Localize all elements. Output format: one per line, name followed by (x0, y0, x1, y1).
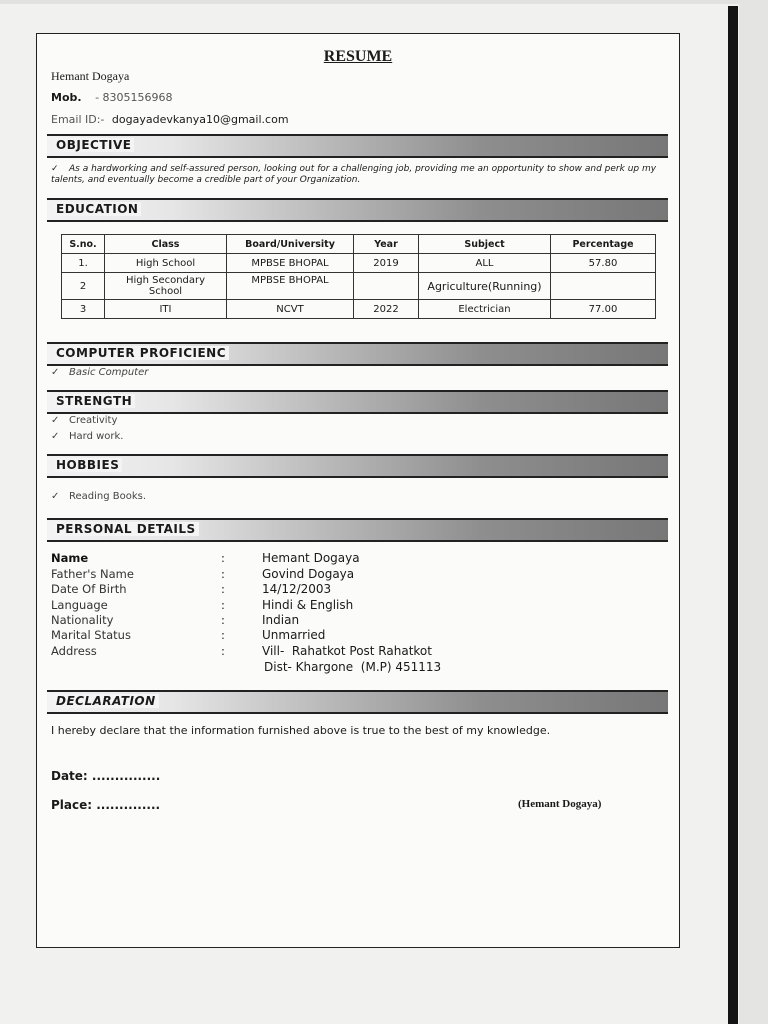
table-row (62, 254, 656, 273)
section-declaration-title: DECLARATION (53, 694, 159, 708)
section-declaration (47, 690, 668, 714)
cell-sno: 2 (62, 273, 105, 300)
pd-label-name: Name (51, 551, 89, 565)
th-percentage: Percentage (551, 235, 656, 254)
section-computer (47, 342, 668, 366)
hobbies-item (51, 491, 146, 502)
scan-right-edge (728, 6, 738, 1024)
th-year: Year (354, 235, 419, 254)
section-education-title: EDUCATION (53, 202, 141, 216)
declaration-text: I hereby declare that the information furnished above is true to the best of my knowledge. (51, 724, 551, 737)
cell-subject: Agriculture(Running) (419, 273, 551, 300)
signature-name: (Hemant Dogaya) (518, 798, 602, 810)
resume-page (36, 33, 680, 948)
scan-top-edge (0, 0, 768, 4)
place-field: Place: .............. (51, 798, 161, 812)
email-value: dogayadevkanya10@gmail.com (111, 113, 289, 126)
pd-label-father: Father's Name (51, 567, 134, 581)
mobile-line (51, 91, 173, 104)
pd-label-nationality: Nationality (51, 613, 114, 627)
strength-item-text: Hard work. (69, 431, 124, 442)
candidate-name: Hemant Dogaya (51, 69, 130, 83)
th-class: Class (105, 235, 227, 254)
th-sno: S.no. (62, 235, 105, 254)
pd-value-father: Govind Dogaya (262, 567, 355, 581)
hobbies-item-text: Reading Books. (69, 491, 147, 502)
cell-board: MPBSE BHOPAL (227, 273, 354, 300)
section-computer-title: COMPUTER PROFICIENC (53, 346, 229, 360)
email-line (51, 113, 289, 126)
pd-value-marital: Unmarried (262, 628, 326, 642)
resume-title-text: RESUME (323, 48, 393, 65)
check-icon: ✓ (51, 431, 60, 442)
strength-item (51, 431, 124, 442)
objective-text (51, 164, 671, 186)
table-header-row (62, 235, 656, 254)
pd-colon: : (221, 567, 225, 581)
cell-percentage: 77.00 (551, 300, 656, 319)
cell-year: 2019 (354, 254, 419, 273)
section-personal (47, 518, 668, 542)
strength-item (51, 415, 117, 426)
pd-label-language: Language (51, 598, 108, 612)
cell-board: NCVT (227, 300, 354, 319)
section-hobbies (47, 454, 668, 478)
objective-text-content: As a hardworking and self-assured person, looking out for a challenging job, providing me an opportunity to show and perk up my talents, and eventually become a credible part of your Organization. (51, 164, 657, 185)
email-label: Email ID:- (51, 113, 105, 126)
table-row (62, 300, 656, 319)
section-education (47, 198, 668, 222)
pd-value-address-line2: Dist- Khargone (M.P) 451113 (264, 660, 442, 674)
pd-value-address: Vill- Rahatkot Post Rahatkot (262, 644, 432, 658)
check-icon: ✓ (51, 491, 60, 502)
section-hobbies-title: HOBBIES (53, 458, 122, 472)
pd-value-dob: 14/12/2003 (262, 582, 332, 596)
mobile-value: - 8305156968 (95, 91, 173, 104)
mobile-label: Mob. (51, 91, 82, 104)
cell-class: High School (105, 254, 227, 273)
pd-label-marital: Marital Status (51, 628, 131, 642)
pd-colon: : (221, 551, 225, 565)
pd-colon: : (221, 628, 225, 642)
pd-colon: : (221, 582, 225, 596)
section-objective (47, 134, 668, 158)
check-icon: ✓ (51, 367, 60, 378)
pd-colon: : (221, 644, 225, 658)
th-subject: Subject (419, 235, 551, 254)
strength-item-text: Creativity (69, 415, 118, 426)
cell-percentage (551, 273, 656, 300)
section-personal-title: PERSONAL DETAILS (53, 522, 199, 536)
table-row (62, 273, 656, 300)
cell-year (354, 273, 419, 300)
cell-class: High Secondary School (105, 273, 227, 300)
section-strength (47, 390, 668, 414)
cell-board: MPBSE BHOPAL (227, 254, 354, 273)
cell-year: 2022 (354, 300, 419, 319)
date-field: Date: ............... (51, 769, 161, 783)
pd-label-dob: Date Of Birth (51, 582, 127, 596)
scan-right-margin (739, 0, 768, 1024)
section-objective-title: OBJECTIVE (53, 138, 134, 152)
check-icon: ✓ (51, 415, 60, 426)
pd-value-language: Hindi & English (262, 598, 354, 612)
resume-title (37, 48, 679, 66)
cell-subject: ALL (419, 254, 551, 273)
pd-value-nationality: Indian (262, 613, 300, 627)
cell-percentage: 57.80 (551, 254, 656, 273)
computer-item (51, 367, 148, 378)
th-board: Board/University (227, 235, 354, 254)
pd-value-name: Hemant Dogaya (262, 551, 360, 565)
computer-item-text: Basic Computer (69, 367, 149, 378)
section-strength-title: STRENGTH (53, 394, 135, 408)
pd-colon: : (221, 613, 225, 627)
check-icon: ✓ (51, 164, 59, 174)
pd-colon: : (221, 598, 225, 612)
cell-sno: 1. (62, 254, 105, 273)
education-table (61, 234, 656, 319)
pd-label-address: Address (51, 644, 97, 658)
cell-class: ITI (105, 300, 227, 319)
cell-sno: 3 (62, 300, 105, 319)
cell-subject: Electrician (419, 300, 551, 319)
